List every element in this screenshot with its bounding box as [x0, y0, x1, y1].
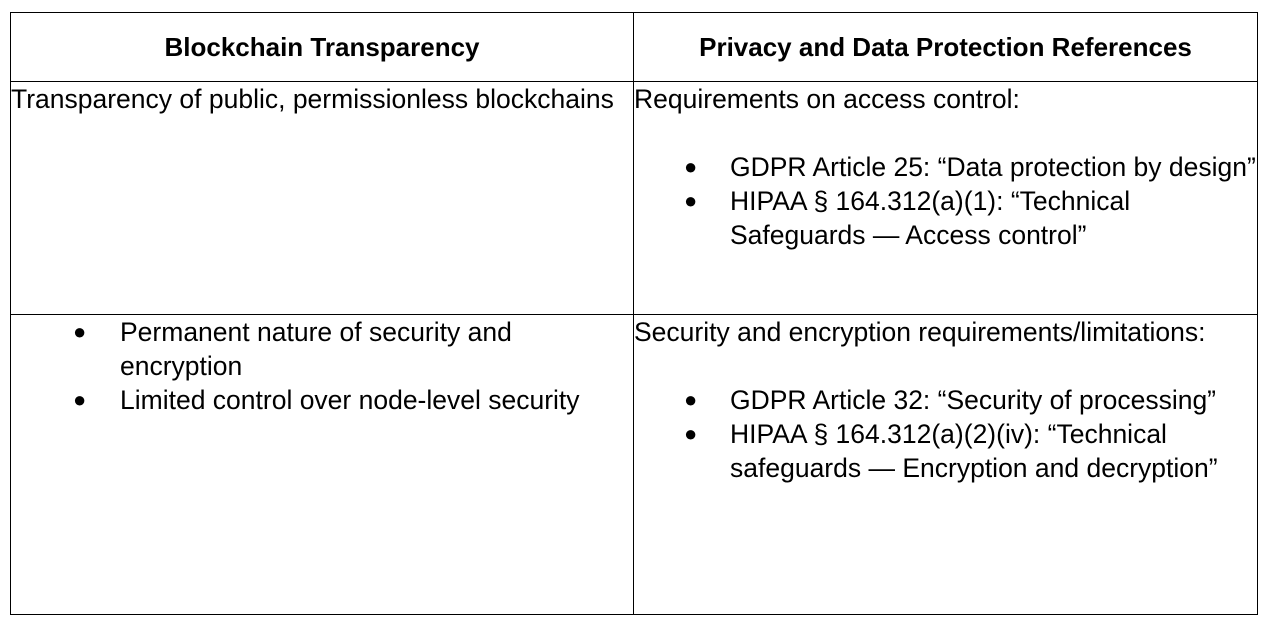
- table-row: [11, 82, 1258, 315]
- cell-intro: Requirements on access control:: [634, 84, 1020, 114]
- list-item: [634, 383, 1257, 417]
- list-item-text: GDPR Article 32: “Security of processing”: [730, 385, 1217, 415]
- bullet-list: [634, 383, 1257, 485]
- table-cell: [11, 315, 634, 615]
- list-item: [11, 383, 633, 417]
- cell-intro: Security and encryption requirements/limitations:: [634, 317, 1206, 347]
- table-row: [11, 315, 1258, 615]
- bullet-icon: ●: [684, 154, 698, 179]
- list-item: [11, 315, 633, 383]
- list-item: [634, 184, 1257, 252]
- bullet-icon: ●: [73, 319, 87, 344]
- bullet-icon: ●: [684, 188, 698, 213]
- header-blockchain-transparency: Blockchain Transparency: [11, 13, 634, 82]
- cell-text: Transparency of public, permissionless blockchains: [11, 84, 614, 114]
- list-item-text: Limited control over node-level security: [120, 385, 580, 415]
- header-privacy-references: Privacy and Data Protection References: [634, 13, 1258, 82]
- comparison-table: [10, 12, 1258, 615]
- table-cell: [634, 315, 1258, 615]
- list-item-text: GDPR Article 25: “Data protection by design”: [730, 152, 1256, 182]
- bullet-icon: ●: [73, 387, 87, 412]
- table-cell: [11, 82, 634, 315]
- list-item-text: HIPAA § 164.312(a)(1): “Technical Safeguards — Access control”: [730, 186, 1131, 250]
- list-item-text: HIPAA § 164.312(a)(2)(iv): “Technical safeguards — Encryption and decryption”: [730, 419, 1218, 483]
- bullet-list: [11, 315, 633, 417]
- list-item: [634, 150, 1257, 184]
- bullet-icon: ●: [684, 421, 698, 446]
- bullet-icon: ●: [684, 387, 698, 412]
- list-item-text: Permanent nature of security and encryption: [120, 317, 512, 381]
- bullet-list: [634, 150, 1257, 252]
- table-cell: [634, 82, 1258, 315]
- list-item: [634, 417, 1257, 485]
- table-header-row: [11, 13, 1258, 82]
